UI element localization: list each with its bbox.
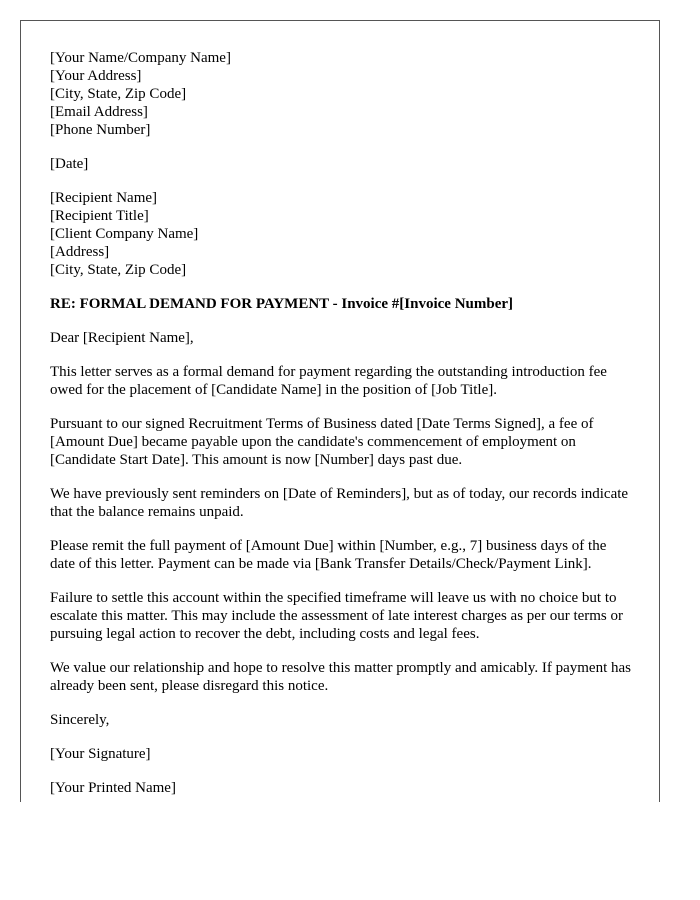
recipient-block — [50, 189, 635, 279]
body-paragraph-5: Failure to settle this account within the specified timeframe will leave us with no choice but to escalate this matter. This may include the assessment of late interest charges as per our terms or pursuing legal action to recover the debt, including costs and legal fees. — [50, 590, 624, 642]
date-block — [50, 155, 635, 173]
printed-name: [Your Printed Name] — [50, 780, 176, 796]
salutation: Dear [Recipient Name], — [50, 330, 194, 346]
letter-page — [20, 20, 660, 802]
recipient-name: [Recipient Name] — [50, 190, 158, 206]
recipient-city-state-zip: [City, State, Zip Code] — [50, 262, 187, 278]
body-paragraph-4: Please remit the full payment of [Amount Due] within [Number, e.g., 7] business days of the date of this letter. Payment can be made via [Bank Transfer Details/Check/Payment Link]. — [50, 538, 607, 572]
body-paragraph-6: We value our relationship and hope to resolve this matter promptly and amicably. If payment has already been sent, please disregard this notice. — [50, 660, 631, 694]
sender-city-state-zip: [City, State, Zip Code] — [50, 86, 187, 102]
body-paragraph-2: Pursuant to our signed Recruitment Terms of Business dated [Date Terms Signed], a fee of [Amount Due] became payable upon the candidate's commencement of employment on [Candidate Start Date]. This amount is now [Number] days past due. — [50, 416, 594, 468]
body-paragraph-3: We have previously sent reminders on [Date of Reminders], but as of today, our records indicate that the balance remains unpaid. — [50, 486, 629, 520]
letter-content — [50, 49, 635, 802]
body-paragraph-1: This letter serves as a formal demand for payment regarding the outstanding introduction fee owed for the placement of [Candidate Name] in the position of [Job Title]. — [50, 364, 607, 398]
recipient-address: [Address] — [50, 244, 110, 260]
closing: Sincerely, — [50, 712, 110, 728]
sender-name: [Your Name/Company Name] — [50, 50, 231, 66]
sender-block — [50, 49, 635, 139]
sender-address: [Your Address] — [50, 68, 142, 84]
sender-phone: [Phone Number] — [50, 122, 151, 138]
recipient-title: [Recipient Title] — [50, 208, 149, 224]
recipient-company: [Client Company Name] — [50, 226, 199, 242]
sender-email: [Email Address] — [50, 104, 148, 120]
letter-date: [Date] — [50, 156, 89, 172]
subject-line: RE: FORMAL DEMAND FOR PAYMENT - Invoice #[Invoice Number] — [50, 296, 514, 312]
signature: [Your Signature] — [50, 746, 151, 762]
